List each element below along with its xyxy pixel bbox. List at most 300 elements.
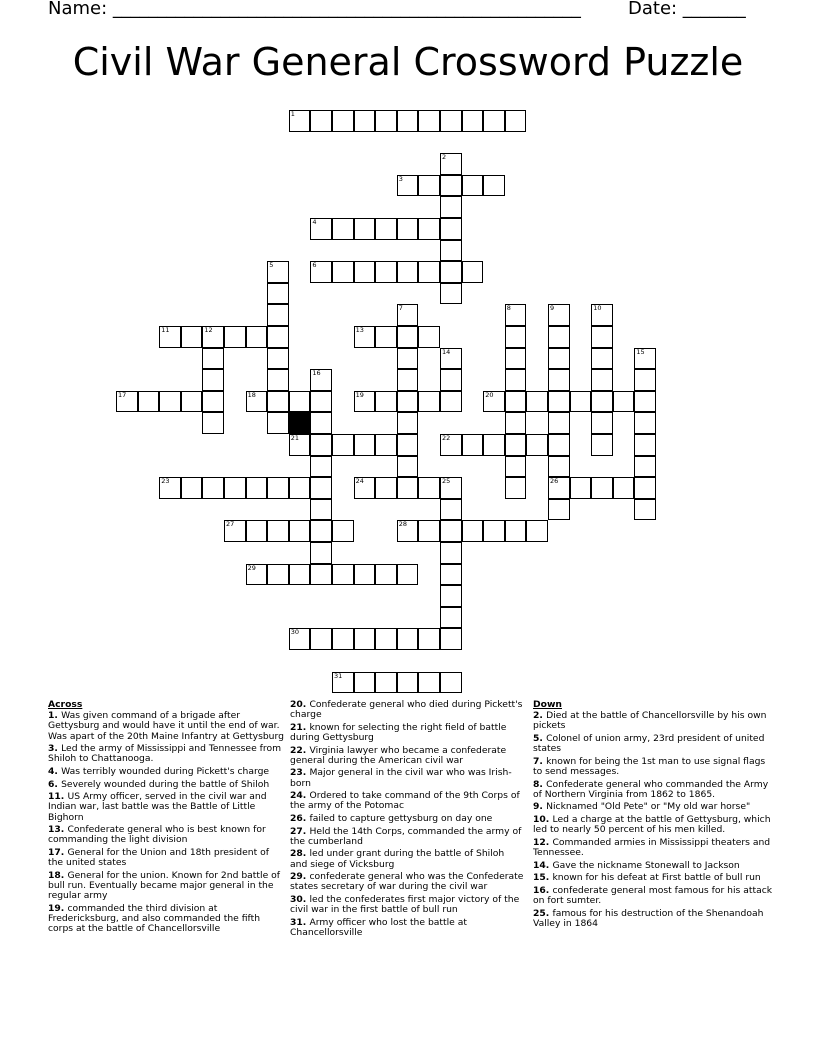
clue-item-number: 6.: [48, 778, 62, 790]
grid-cell[interactable]: [548, 412, 570, 434]
clue-item-text: commanded the third division at Fredericksburg, and also commanded the fifth corps at the battle of Chancellorsville: [48, 902, 261, 935]
clue-item-number: 12.: [533, 836, 553, 848]
grid-cell[interactable]: [181, 477, 203, 499]
clue-item-number: 2.: [533, 710, 547, 722]
grid-cell[interactable]: [613, 391, 635, 413]
grid-cell[interactable]: [440, 196, 462, 218]
clue-item-number: 5.: [533, 733, 547, 744]
grid-cell[interactable]: [202, 369, 224, 391]
clue-item-text: famous for his destruction of the Shenandoah Valley in 1864: [533, 907, 764, 929]
grid-cell[interactable]: [289, 110, 311, 132]
clues-across-column: [48, 700, 286, 937]
grid-cell[interactable]: [375, 672, 397, 694]
clue-item-number: 18.: [48, 869, 68, 881]
grid-cell[interactable]: [310, 542, 332, 564]
grid-cell[interactable]: [267, 261, 289, 283]
clue-item-number: 16.: [533, 884, 553, 896]
grid-cell[interactable]: [332, 434, 354, 456]
grid-cell[interactable]: [418, 520, 440, 542]
grid-cell[interactable]: [526, 520, 548, 542]
grid-cell[interactable]: [418, 218, 440, 240]
clue-number: 12: [204, 326, 213, 334]
clue-number: 15: [636, 347, 645, 356]
grid-cell[interactable]: [375, 218, 397, 240]
clue-number: 2: [442, 153, 447, 162]
grid-cell[interactable]: [505, 391, 527, 413]
clue-number: 17: [118, 390, 127, 399]
grid-cell[interactable]: [159, 477, 181, 499]
grid-cell[interactable]: [246, 564, 268, 586]
clue-list-2: [290, 700, 524, 938]
grid-cell[interactable]: [634, 412, 656, 434]
clue-item-number: 23.: [290, 767, 310, 779]
grid-cell[interactable]: [440, 261, 462, 283]
grid-cell[interactable]: [440, 499, 462, 521]
grid-cell[interactable]: [310, 477, 332, 499]
clue-number: 22: [442, 434, 451, 442]
clue-number: 13: [355, 326, 364, 334]
grid-cell[interactable]: [332, 218, 354, 240]
grid-cell[interactable]: [634, 456, 656, 478]
grid-cell[interactable]: [591, 348, 613, 370]
grid-cell[interactable]: [397, 672, 419, 694]
grid-cell[interactable]: [246, 326, 268, 348]
grid-cell[interactable]: [397, 412, 419, 434]
grid-cell[interactable]: [570, 477, 592, 499]
grid-cell[interactable]: [397, 110, 419, 132]
clue-item: [533, 909, 773, 929]
grid-cell[interactable]: [440, 391, 462, 413]
grid-cell[interactable]: [375, 391, 397, 413]
clue-number: 9: [550, 304, 555, 313]
grid-cell[interactable]: [354, 326, 376, 348]
grid-cell[interactable]: [267, 304, 289, 326]
grid-cell[interactable]: [397, 564, 419, 586]
grid-cell[interactable]: [418, 261, 440, 283]
clue-number: 5: [269, 261, 274, 270]
clue-number: 11: [161, 326, 170, 334]
grid-cell[interactable]: [634, 434, 656, 456]
grid-cell[interactable]: [505, 456, 527, 478]
clue-number: 4: [312, 218, 317, 226]
grid-cell[interactable]: [354, 434, 376, 456]
grid-cell[interactable]: [462, 175, 484, 197]
clue-item: [48, 825, 286, 845]
clue-item: [533, 802, 773, 812]
grid-cell[interactable]: [418, 175, 440, 197]
clue-item: [290, 768, 524, 788]
grid-cell[interactable]: [483, 391, 505, 413]
clue-item-text: Died at the battle of Chancellorsville by his own pickets: [533, 710, 767, 732]
clue-item-number: 15.: [533, 872, 553, 884]
clue-item-number: 21.: [290, 721, 310, 733]
grid-cell[interactable]: [289, 477, 311, 499]
grid-cell[interactable]: [116, 391, 138, 413]
clue-item-text: known for being the 1st man to use signal flags to send messages.: [533, 755, 766, 777]
clue-list-1: [48, 711, 286, 934]
grid-cell[interactable]: [548, 434, 570, 456]
grid-cell[interactable]: [354, 564, 376, 586]
clue-item-number: 3.: [48, 743, 62, 755]
clue-item-number: 29.: [290, 871, 310, 883]
clue-number: 1: [290, 110, 295, 118]
grid-cell[interactable]: [397, 348, 419, 370]
clue-item-text: led the confederates first major victory of the civil war in the first battle of bull run: [290, 893, 520, 916]
clue-item-number: 13.: [48, 824, 68, 836]
grid-cell[interactable]: [418, 110, 440, 132]
clue-item-number: 10.: [533, 813, 553, 825]
grid-cell[interactable]: [462, 261, 484, 283]
clue-item-text: Virginia lawyer who became a confederate general during the American civil war: [290, 744, 507, 766]
clue-number: 6: [312, 261, 317, 270]
grid-cell[interactable]: [310, 261, 332, 283]
grid-cell[interactable]: [591, 326, 613, 348]
clue-number: 30: [290, 628, 300, 637]
clue-item-number: 26.: [290, 812, 310, 824]
clue-item-text: Nicknamed "Old Pete" or "My old war horse": [546, 801, 751, 813]
grid-cell[interactable]: [354, 477, 376, 499]
clue-item-text: known for his defeat at First battle of bull run: [552, 872, 761, 884]
grid-cell[interactable]: [332, 672, 354, 694]
clue-item-number: 14.: [533, 859, 553, 871]
grid-cell[interactable]: [548, 477, 570, 499]
grid-cell[interactable]: [591, 477, 613, 499]
grid-cell[interactable]: [591, 369, 613, 391]
grid-cell[interactable]: [397, 326, 419, 348]
grid-cell[interactable]: [440, 607, 462, 629]
grid-cell[interactable]: [267, 348, 289, 370]
grid-cell[interactable]: [548, 304, 570, 326]
clue-number: 10: [593, 304, 602, 313]
grid-cell[interactable]: [613, 477, 635, 499]
clue-item-number: 30.: [290, 893, 310, 905]
clue-item: [290, 895, 524, 915]
grid-cell[interactable]: [440, 218, 462, 240]
grid-cell[interactable]: [440, 153, 462, 175]
grid-cell[interactable]: [548, 391, 570, 413]
grid-cell[interactable]: [440, 542, 462, 564]
clue-item: [290, 827, 524, 847]
clue-item-text: known for selecting the right field of battle during Gettysburg: [290, 721, 507, 743]
grid-cell[interactable]: [505, 369, 527, 391]
grid-cell[interactable]: [310, 391, 332, 413]
grid-cell[interactable]: [310, 520, 332, 542]
grid-cell[interactable]: [440, 434, 462, 456]
grid-cell[interactable]: [397, 391, 419, 413]
clue-number: 28: [398, 520, 408, 529]
clue-item-number: 7.: [533, 755, 547, 767]
clue-item: [533, 711, 773, 731]
grid-cell[interactable]: [267, 477, 289, 499]
grid-cell[interactable]: [310, 564, 332, 586]
grid-cell[interactable]: [634, 391, 656, 413]
clue-item-text: Led the army of Mississippi and Tennessee from Shiloh to Chattanooga.: [48, 743, 282, 765]
grid-cell[interactable]: [202, 348, 224, 370]
clue-item: [48, 767, 286, 777]
black-square: [289, 412, 311, 434]
grid-cell[interactable]: [570, 391, 592, 413]
grid-cell[interactable]: [591, 412, 613, 434]
grid-cell[interactable]: [397, 175, 419, 197]
grid-cell[interactable]: [397, 520, 419, 542]
grid-cell[interactable]: [289, 391, 311, 413]
clue-item-text: failed to capture gettysburg on day one: [309, 812, 493, 824]
clue-item-number: 8.: [533, 778, 547, 790]
grid-cell[interactable]: [418, 326, 440, 348]
grid-cell[interactable]: [354, 628, 376, 650]
grid-cell[interactable]: [397, 369, 419, 391]
page-title: Civil War General Crossword Puzzle: [72, 40, 744, 84]
grid-cell[interactable]: [548, 456, 570, 478]
grid-cell[interactable]: [397, 218, 419, 240]
clue-item: [48, 871, 286, 902]
clue-item: [533, 757, 773, 777]
grid-cell[interactable]: [332, 520, 354, 542]
grid-cell[interactable]: [397, 261, 419, 283]
grid-cell[interactable]: [440, 369, 462, 391]
clues-down-column: [533, 700, 773, 931]
grid-cell[interactable]: [505, 326, 527, 348]
grid-cell[interactable]: [310, 434, 332, 456]
grid-cell[interactable]: [354, 110, 376, 132]
grid-cell[interactable]: [397, 456, 419, 478]
grid-cell[interactable]: [440, 240, 462, 262]
grid-cell[interactable]: [267, 564, 289, 586]
grid-cell[interactable]: [440, 283, 462, 305]
grid-cell[interactable]: [354, 218, 376, 240]
grid-cell[interactable]: [440, 175, 462, 197]
clue-item: [290, 700, 524, 720]
clue-number: 19: [355, 390, 364, 399]
clue-number: 18: [247, 390, 256, 399]
grid-cell[interactable]: [462, 520, 484, 542]
name-field-label: Name: ____________________________________________________: [48, 0, 581, 19]
clue-item-text: Confederate general who is best known for commanding the light division: [48, 824, 266, 846]
grid-cell[interactable]: [375, 477, 397, 499]
grid-cell[interactable]: [634, 348, 656, 370]
grid-cell[interactable]: [267, 391, 289, 413]
grid-cell[interactable]: [548, 369, 570, 391]
clue-item-text: General for the Union and 18th president of the united states: [48, 846, 269, 869]
clue-number: 3: [398, 174, 403, 183]
clue-item-number: 28.: [290, 848, 310, 860]
grid-cell[interactable]: [375, 434, 397, 456]
grid-cell[interactable]: [375, 564, 397, 586]
grid-cell[interactable]: [634, 477, 656, 499]
grid-cell[interactable]: [267, 369, 289, 391]
grid-cell[interactable]: [202, 326, 224, 348]
grid-cell[interactable]: [246, 477, 268, 499]
grid-cell[interactable]: [440, 628, 462, 650]
grid-cell[interactable]: [159, 391, 181, 413]
grid-cell[interactable]: [310, 412, 332, 434]
grid-cell[interactable]: [440, 520, 462, 542]
clue-item-text: confederate general who was the Confederate states secretary of war during the civil war: [290, 871, 524, 893]
grid-cell[interactable]: [224, 520, 246, 542]
clue-item-number: 17.: [48, 846, 68, 858]
grid-cell[interactable]: [310, 456, 332, 478]
grid-cell[interactable]: [375, 326, 397, 348]
grid-cell[interactable]: [526, 391, 548, 413]
grid-cell[interactable]: [310, 628, 332, 650]
grid-cell[interactable]: [181, 391, 203, 413]
down-heading: Down: [533, 699, 562, 710]
grid-cell[interactable]: [505, 110, 527, 132]
grid-cell[interactable]: [440, 348, 462, 370]
clue-item: [48, 780, 286, 790]
grid-cell[interactable]: [332, 261, 354, 283]
clue-item-number: 27.: [290, 825, 310, 837]
clue-number: 25: [442, 477, 451, 486]
clue-item: [533, 838, 773, 858]
clue-item-text: US Army officer, served in the civil war and Indian war, last battle was the Battle of Little Bighorn: [48, 791, 267, 823]
grid-cell[interactable]: [224, 326, 246, 348]
clue-item-number: 4.: [48, 766, 62, 777]
grid-cell[interactable]: [202, 412, 224, 434]
grid-cell[interactable]: [634, 369, 656, 391]
clue-item-number: 19.: [48, 902, 68, 914]
grid-cell[interactable]: [397, 434, 419, 456]
grid-cell[interactable]: [202, 477, 224, 499]
grid-cell[interactable]: [310, 110, 332, 132]
grid-cell[interactable]: [483, 520, 505, 542]
grid-cell[interactable]: [246, 520, 268, 542]
grid-cell[interactable]: [332, 564, 354, 586]
grid-cell[interactable]: [462, 110, 484, 132]
clue-item-text: Commanded armies in Mississippi theaters and Tennessee.: [533, 836, 771, 858]
clue-item-text: Ordered to take command of the 9th Corps of the army of the Potomac: [290, 790, 520, 812]
grid-cell[interactable]: [267, 326, 289, 348]
grid-cell[interactable]: [526, 434, 548, 456]
grid-cell[interactable]: [418, 477, 440, 499]
grid-cell[interactable]: [138, 391, 160, 413]
clue-item-text: Confederate general who commanded the Army of Northern Virginia from 1862 to 1865.: [533, 778, 769, 800]
grid-cell[interactable]: [505, 304, 527, 326]
clue-item-text: Was given command of a brigade after Gettysburg and would have it until the end of war. Was apart of the 20th Maine Infantry at Gettysburg: [48, 710, 284, 742]
grid-cell[interactable]: [548, 348, 570, 370]
clue-number: 14: [442, 347, 451, 356]
grid-cell[interactable]: [224, 477, 246, 499]
grid-cell[interactable]: [267, 520, 289, 542]
clue-item-number: 9.: [533, 801, 547, 813]
grid-cell[interactable]: [332, 628, 354, 650]
grid-cell[interactable]: [505, 412, 527, 434]
grid-cell[interactable]: [505, 477, 527, 499]
grid-cell[interactable]: [397, 304, 419, 326]
grid-cell[interactable]: [246, 391, 268, 413]
grid-cell[interactable]: [548, 499, 570, 521]
grid-cell[interactable]: [289, 628, 311, 650]
grid-cell[interactable]: [310, 218, 332, 240]
clue-item-number: 25.: [533, 907, 553, 919]
clue-item-text: Gave the nickname Stonewall to Jackson: [552, 859, 740, 871]
grid-cell[interactable]: [310, 499, 332, 521]
clue-item: [290, 746, 524, 766]
grid-cell[interactable]: [354, 391, 376, 413]
grid-cell[interactable]: [181, 326, 203, 348]
clue-item-text: Was terribly wounded during Pickett's charge: [61, 766, 270, 777]
clue-item: [48, 848, 286, 868]
grid-cell[interactable]: [591, 434, 613, 456]
grid-cell[interactable]: [440, 477, 462, 499]
grid-cell[interactable]: [418, 391, 440, 413]
clue-item-text: confederate general most famous for his attack on fort sumter.: [533, 884, 773, 906]
clue-number: 20: [485, 390, 494, 399]
clue-item-text: Major general in the civil war who was Irish-born: [290, 767, 512, 789]
clue-item: [533, 861, 773, 871]
clue-item-number: 20.: [290, 699, 310, 710]
grid-cell[interactable]: [289, 434, 311, 456]
grid-cell[interactable]: [462, 434, 484, 456]
clue-item: [48, 904, 286, 935]
clue-item-text: Led a charge at the battle of Gettysburg, which led to nearly 50 percent of his men killed.: [533, 813, 771, 836]
clue-item-number: 24.: [290, 790, 310, 802]
grid-cell[interactable]: [289, 520, 311, 542]
grid-cell[interactable]: [440, 110, 462, 132]
grid-cell[interactable]: [634, 499, 656, 521]
clue-item-text: General for the union. Known for 2nd battle of bull run. Eventually became major general in the regular army: [48, 869, 280, 902]
clue-item-number: 31.: [290, 916, 310, 928]
clue-number: 27: [226, 520, 235, 529]
grid-cell[interactable]: [397, 477, 419, 499]
grid-cell[interactable]: [505, 348, 527, 370]
grid-cell[interactable]: [397, 628, 419, 650]
grid-cell[interactable]: [332, 110, 354, 132]
clue-item: [290, 723, 524, 743]
grid-cell[interactable]: [289, 564, 311, 586]
clue-list-3: [533, 711, 773, 929]
grid-cell[interactable]: [418, 628, 440, 650]
grid-cell[interactable]: [159, 326, 181, 348]
clue-item-number: 1.: [48, 710, 62, 722]
clue-number: 8: [506, 304, 511, 313]
clue-number: 29: [247, 563, 256, 572]
grid-cell[interactable]: [354, 672, 376, 694]
grid-cell[interactable]: [354, 261, 376, 283]
grid-cell[interactable]: [375, 261, 397, 283]
grid-cell[interactable]: [418, 672, 440, 694]
clue-item-text: Held the 14th Corps, commanded the army of the cumberland: [290, 825, 522, 847]
clue-number: 23: [161, 477, 170, 486]
clue-item: [290, 918, 524, 938]
grid-cell[interactable]: [505, 434, 527, 456]
grid-cell[interactable]: [548, 326, 570, 348]
clue-number: 16: [312, 369, 321, 378]
grid-cell[interactable]: [483, 175, 505, 197]
clue-item-text: led under grant during the battle of Shiloh and siege of Vicksburg: [290, 848, 505, 870]
grid-cell[interactable]: [267, 412, 289, 434]
clue-item: [48, 792, 286, 823]
grid-cell[interactable]: [440, 672, 462, 694]
grid-cell[interactable]: [505, 520, 527, 542]
grid-cell[interactable]: [310, 369, 332, 391]
grid-cell[interactable]: [267, 283, 289, 305]
grid-cell[interactable]: [483, 434, 505, 456]
grid-cell[interactable]: [440, 585, 462, 607]
grid-cell[interactable]: [375, 110, 397, 132]
clue-item: [290, 791, 524, 811]
grid-cell[interactable]: [440, 564, 462, 586]
grid-cell[interactable]: [483, 110, 505, 132]
clue-item-text: Colonel of union army, 23rd president of united states: [533, 733, 765, 755]
grid-cell[interactable]: [591, 304, 613, 326]
grid-cell[interactable]: [202, 391, 224, 413]
grid-cell[interactable]: [375, 628, 397, 650]
grid-cell[interactable]: [591, 391, 613, 413]
clue-item: [48, 711, 286, 742]
clue-item-number: 11.: [48, 791, 68, 803]
clue-number: 24: [355, 477, 364, 486]
